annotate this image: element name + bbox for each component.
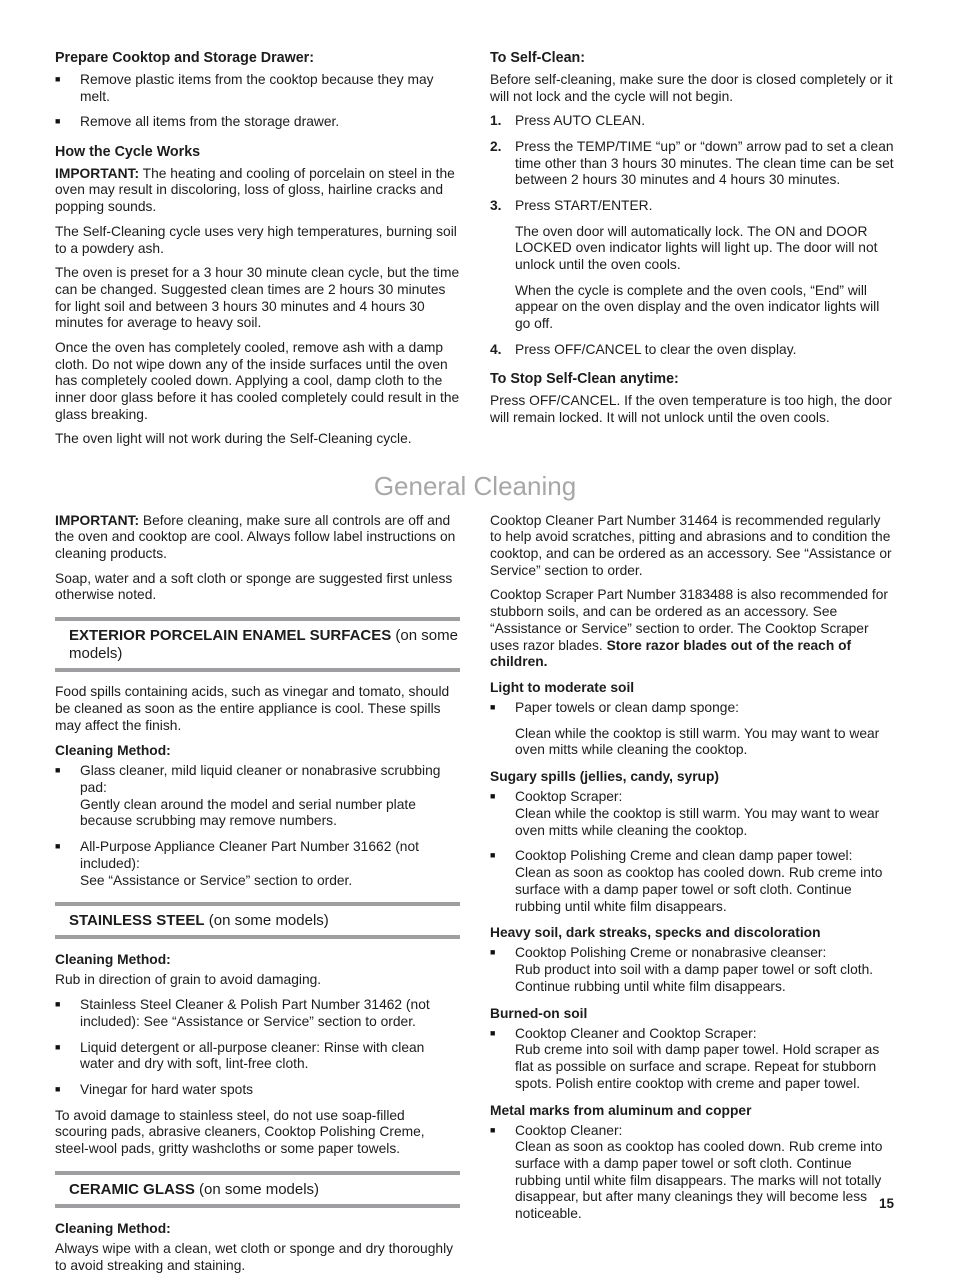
general-cleaning-section (55, 513, 895, 1282)
list-item-text (515, 1026, 895, 1093)
cleaning-method-heading: Cleaning Method: (55, 952, 171, 968)
list-item-text: Paper towels or clean damp sponge: (515, 700, 739, 716)
light-soil-heading: Light to moderate soil (490, 679, 635, 695)
page-number: 15 (878, 1196, 894, 1211)
list-item (490, 945, 895, 995)
section-title (55, 906, 460, 935)
step-number: 1. (490, 113, 502, 129)
section-title-bold: STAINLESS STEEL (69, 912, 205, 930)
list-item (490, 700, 895, 717)
list-item (55, 839, 460, 889)
bullet-square-icon: ■ (55, 999, 61, 1010)
paragraph: The oven is preset for a 3 hour 30 minute clean cycle, but the time can be changed. Suggested clean times are 2 hours 30 minutes for light soil and between 3 hours 30 minutes and 4 hours 30 minutes for average to heavy soil. (55, 265, 460, 331)
list-item-text: Stainless Steel Cleaner & Polish Part Number 31462 (not included): See “Assistance or Service” section to order. (80, 997, 430, 1029)
paragraph: The Self-Cleaning cycle uses very high temperatures, burning soil to a powdery ash. (55, 223, 457, 256)
list-item-text (515, 1123, 895, 1223)
list-item-line: All-Purpose Appliance Cleaner Part Number 31662 (not included): (80, 839, 419, 871)
paragraph: Food spills containing acids, such as vinegar and tomato, should be cleaned as soon as the entire appliance is cool. These spills may affect the finish. (55, 684, 450, 733)
step-subparagraph: When the cycle is complete and the oven cools, “End” will appear on the oven display and the oven indicator lights will go off. (515, 282, 880, 332)
cleaning-method-heading: Cleaning Method: (55, 743, 171, 759)
self-clean-right-column (490, 50, 895, 456)
list-item (55, 1040, 460, 1073)
paragraph: The oven light will not work during the Self-Cleaning cycle. (55, 431, 412, 447)
section-divider (55, 1204, 460, 1208)
scraper-text: Cooktop Scraper Part Number 3183488 is also recommended for stubborn soils, and can be ordered as an accessory. See “Assistance or Service” section to order. The Cooktop Scraper uses razor blades. (490, 587, 889, 653)
paragraph: Soap, water and a soft cloth or sponge are suggested first unless otherwise noted. (55, 570, 453, 603)
exterior-section-header (55, 617, 460, 672)
bullet-square-icon: ■ (55, 73, 61, 84)
prepare-heading: Prepare Cooktop and Storage Drawer: (55, 50, 314, 66)
list-item (490, 848, 895, 915)
bullet-square-icon: ■ (490, 1027, 496, 1038)
section-title (55, 621, 460, 668)
list-item (55, 763, 460, 830)
list-item-line: Clean as soon as cooktop has cooled down. Rub creme into surface with a damp paper towel or soft cloth. Continue rubbing until white film disappears. (515, 865, 883, 914)
section-title-bold: CERAMIC GLASS (69, 1180, 195, 1198)
paragraph: Press OFF/CANCEL. If the oven temperature is too high, the door will remain locked. It will not unlock until the oven cools. (490, 393, 892, 426)
stainless-section-header (55, 902, 460, 939)
important-text: The heating and cooling of porcelain on steel in the oven may result in discoloring, loss of gloss, hairline cracks and popping sounds. (55, 165, 455, 215)
step-subparagraph: The oven door will automatically lock. The ON and DOOR LOCKED oven indicator lights will light up. The door will not unlock until the oven cools. (515, 223, 878, 273)
list-item (55, 72, 460, 105)
bullet-square-icon: ■ (490, 947, 496, 958)
step-text: Press AUTO CLEAN. (515, 113, 646, 129)
important-label: IMPORTANT: (55, 165, 140, 181)
paragraph: To avoid damage to stainless steel, do not use soap-filled scouring pads, abrasive cleaners, Cooktop Polishing Creme, steel-wool pads, gritty washcloths or some paper towels. (55, 1107, 425, 1156)
list-item-text: Remove all items from the storage drawer. (80, 114, 340, 130)
stop-self-clean-heading: To Stop Self-Clean anytime: (490, 371, 679, 388)
important-label: IMPORTANT: (55, 512, 140, 528)
list-item-line: Glass cleaner, mild liquid cleaner or nonabrasive scrubbing pad: (80, 763, 441, 796)
self-clean-left-column (55, 50, 460, 456)
bullet-square-icon: ■ (490, 702, 496, 713)
step-text: Press the TEMP/TIME “up” or “down” arrow pad to set a clean time other than 3 hours 30 minutes. The clean time can be set between 2 hours 30 minutes and 4 hours 30 minutes. (515, 138, 894, 188)
bullet-square-icon: ■ (490, 1124, 496, 1135)
step-text: Press START/ENTER. (515, 197, 653, 213)
list-item-line: Clean as soon as cooktop has cooled down. Rub creme into surface with a damp paper towel or soft cloth. Continue rubbing until white film disappears. The marks will not totally disappear, but after many cleanings they will become less noticeable. (515, 1139, 883, 1222)
burned-on-soil-heading: Burned-on soil (490, 1005, 588, 1021)
list-item-line: Cooktop Polishing Creme or nonabrasive cleanser: (515, 945, 827, 961)
general-left-column (55, 513, 460, 1282)
section-title (55, 1175, 460, 1204)
to-self-clean-heading: To Self-Clean: (490, 50, 586, 66)
cleaning-method-heading: Cleaning Method: (55, 1220, 171, 1236)
list-item (55, 114, 460, 131)
step-text: Press OFF/CANCEL to clear the oven display. (515, 341, 797, 357)
paragraph: Once the oven has completely cooled, remove ash with a damp cloth. Do not wipe down any of the inside surfaces until the oven has completely cooled down. Applying a cool, damp cloth to the inner door glass before it has cooled completely could result in the glass breaking. (55, 339, 460, 422)
section-divider (55, 935, 460, 939)
list-item-line: Gently clean around the model and serial number plate because scrubbing may remove numbers. (80, 796, 416, 829)
list-item-line: Rub creme into soil with damp paper towel. Hold scraper as flat as possible on surface and scrape. Repeat for stubborn spots. Polish entire cooktop with creme and paper towel. (515, 1042, 880, 1091)
step-item (490, 139, 895, 189)
metal-marks-heading: Metal marks from aluminum and copper (490, 1102, 752, 1118)
section-title-bold: EXTERIOR PORCELAIN ENAMEL SURFACES (69, 627, 392, 645)
list-item-line: Rub product into soil with a damp paper towel or soft cloth. Continue rubbing until white film disappears. (515, 962, 874, 994)
paragraph: Cooktop Cleaner Part Number 31464 is recommended regularly to help avoid scratches, pitting and abrasions and to condition the cooktop, and can be ordered as an accessory. See “Assistance or Service” section to order. (490, 512, 892, 578)
section-title-note: (on some models) (194, 1180, 320, 1198)
heavy-soil-heading: Heavy soil, dark streaks, specks and discoloration (490, 925, 821, 941)
step-item (490, 342, 895, 359)
section-title-note: (on some models) (204, 912, 329, 930)
list-item-text (515, 945, 895, 995)
section-divider (55, 668, 460, 672)
step-item (490, 198, 895, 215)
bullet-subparagraph: Clean while the cooktop is still warm. You may want to wear oven mitts while cleaning the cooktop. (515, 725, 880, 758)
step-number: 2. (490, 138, 502, 154)
cycle-heading: How the Cycle Works (55, 143, 201, 160)
step-item (490, 113, 895, 130)
list-item-line: See “Assistance or Service” section to order. (80, 872, 353, 888)
general-cleaning-title: General Cleaning (373, 471, 577, 502)
list-item (490, 1026, 895, 1093)
list-item-line: Cooktop Cleaner and Cooktop Scraper: (515, 1025, 757, 1041)
self-clean-section (55, 50, 895, 456)
bullet-square-icon: ■ (55, 116, 61, 127)
bullet-square-icon: ■ (55, 1083, 61, 1094)
list-item-line: Cooktop Polishing Creme and clean damp paper towel: (515, 848, 853, 864)
list-item-line: Cooktop Scraper: (515, 789, 623, 805)
important-text: Before cleaning, make sure all controls are off and the oven and cooktop are cool. Always follow label instructions on cleaning products. (55, 512, 456, 562)
bullet-square-icon: ■ (55, 841, 61, 852)
list-item-text (80, 763, 460, 830)
paragraph: Always wipe with a clean, wet cloth or sponge and dry thoroughly to avoid streaking and staining. (55, 1240, 454, 1273)
bullet-square-icon: ■ (490, 850, 496, 861)
step-number: 3. (490, 197, 502, 213)
general-right-column (490, 513, 895, 1282)
paragraph (490, 587, 895, 670)
list-item-text (80, 839, 460, 889)
ceramic-section-header (55, 1171, 460, 1208)
list-item (490, 789, 895, 839)
list-item-text: Remove plastic items from the cooktop because they may melt. (80, 71, 434, 104)
list-item-text: Liquid detergent or all-purpose cleaner: Rinse with clean water and dry with soft, lint-free cloth. (80, 1039, 425, 1072)
list-item-text: Vinegar for hard water spots (80, 1081, 254, 1097)
sugary-spills-heading: Sugary spills (jellies, candy, syrup) (490, 769, 720, 785)
bullet-square-icon: ■ (490, 791, 496, 802)
bullet-square-icon: ■ (55, 765, 61, 776)
list-item-text (515, 789, 895, 839)
bullet-square-icon: ■ (55, 1041, 61, 1052)
list-item-line: Cooktop Cleaner: (515, 1122, 623, 1138)
list-item-line: Clean while the cooktop is still warm. You may want to wear oven mitts while cleaning the cooktop. (515, 806, 880, 838)
important-paragraph (55, 166, 460, 216)
scraper-warning-bold: Store razor blades out of the reach of children. (490, 637, 852, 670)
paragraph: Rub in direction of grain to avoid damaging. (55, 972, 322, 988)
list-item (490, 1123, 895, 1223)
list-item (55, 997, 460, 1030)
list-item-text (515, 848, 895, 915)
section-title-note: (on some models) (69, 627, 458, 663)
list-item (55, 1082, 460, 1099)
important-paragraph (55, 513, 460, 563)
paragraph: Before self-cleaning, make sure the door is closed completely or it will not lock and the cycle will not begin. (490, 71, 893, 104)
step-number: 4. (490, 341, 502, 357)
